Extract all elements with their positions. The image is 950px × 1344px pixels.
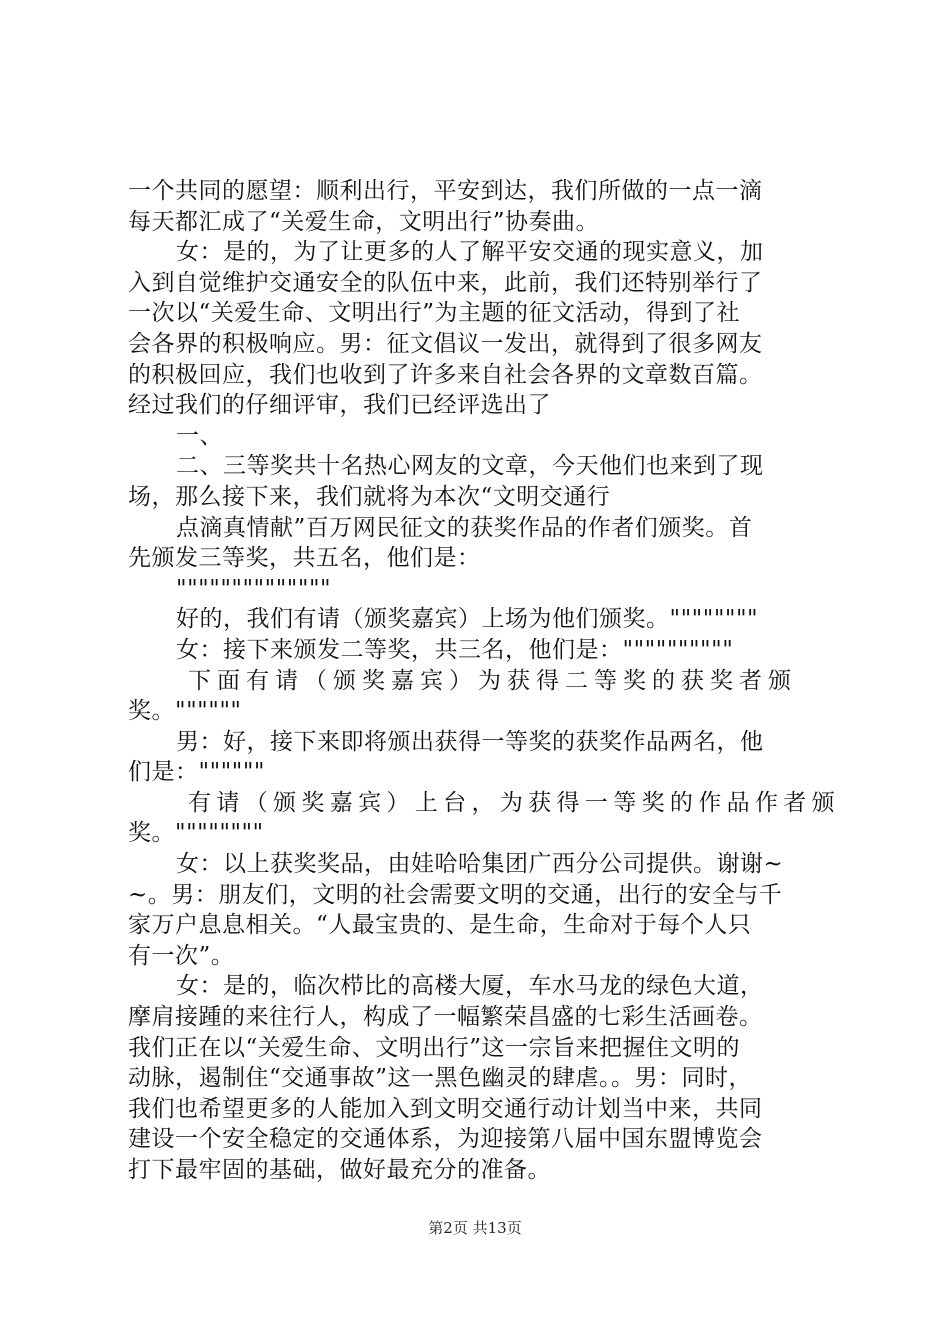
text-line: 动脉，遏制住“交通事故”这一黑色幽灵的肆虐。。男：同时， (128, 1065, 753, 1092)
text-line: 会各界的积极响应。男：征文倡议一发出，就得到了很多网友 (128, 330, 763, 357)
text-line: 奖。"""""""" (128, 820, 264, 847)
text-line: 一次以“关爱生命、文明出行”为主题的征文活动，得到了社 (128, 300, 741, 327)
text-line: 点滴真情献”百万网民征文的获奖作品的作者们颁奖。首 (176, 514, 753, 541)
text-line: 们是："""""" (128, 759, 265, 786)
text-line: 每天都汇成了“关爱生命，文明出行”协奏曲。 (128, 208, 600, 235)
text-line: 打下最牢固的基础，做好最充分的准备。 (128, 1157, 551, 1183)
text-line: 一、 (176, 422, 223, 449)
page-footer: 第2页 共13页 (428, 1219, 522, 1237)
text-line: 场，那么接下来，我们就将为本次“文明交通行 (128, 483, 611, 510)
text-line: 女：是的，为了让更多的人了解平安交通的现实意义，加 (176, 239, 764, 266)
text-line: 先颁发三等奖，共五名，他们是： (128, 545, 481, 572)
text-line: """""""""""""" (176, 575, 332, 602)
text-line: 有一次”。 (128, 942, 235, 969)
text-line: 男：好，接下来即将颁出获得一等奖的获奖作品两名，他 (176, 728, 764, 755)
text-line: 下面有请（颁奖嘉宾）为获得二等奖的获奖者颁 (188, 667, 797, 694)
text-line: 摩肩接踵的来往行人，构成了一幅繁荣昌盛的七彩生活画卷。 (128, 1004, 763, 1031)
text-line: 建设一个安全稳定的交通体系，为迎接第八届中国东盟博览会 (128, 1126, 763, 1153)
text-line: 入到自觉维护交通安全的队伍中来，此前，我们还特别举行了 (128, 269, 763, 296)
text-line: 经过我们的仔细评审，我们已经评选出了 (128, 392, 551, 419)
text-line: ~。男：朋友们，文明的社会需要文明的交通，出行的安全与千 (128, 881, 783, 908)
text-line: 好的，我们有请（颁奖嘉宾）上场为他们颁奖。"""""""" (176, 606, 759, 633)
text-line: 女：以上获奖奖品，由娃哈哈集团广西分公司提供。谢谢~ (176, 851, 784, 878)
text-line: 女：接下来颁发二等奖，共三名，他们是："""""""""" (176, 636, 734, 663)
text-line: 家万户息息相关。“人最宝贵的、是生命，生命对于每个人只 (128, 912, 752, 939)
text-line: 女：是的，临次栉比的高楼大厦，车水马龙的绿色大道， (176, 973, 764, 1000)
text-line: 的积极回应，我们也收到了许多来自社会各界的文章数百篇。 (128, 361, 763, 388)
text-line: 奖。"""""" (128, 698, 242, 725)
text-line: 有请（颁奖嘉宾）上台，为获得一等奖的作品作者颁 (188, 789, 840, 816)
text-line: 一个共同的愿望：顺利出行，平安到达，我们所做的一点一滴 (128, 178, 763, 204)
text-line: 我们也希望更多的人能加入到文明交通行动计划当中来，共同 (128, 1095, 763, 1122)
text-line: 我们正在以“关爱生命、文明出行”这一宗旨来把握住文明的 (128, 1034, 741, 1061)
document-body (128, 176, 840, 1186)
text-line: 二、三等奖共十名热心网友的文章，今天他们也来到了现 (176, 453, 764, 480)
